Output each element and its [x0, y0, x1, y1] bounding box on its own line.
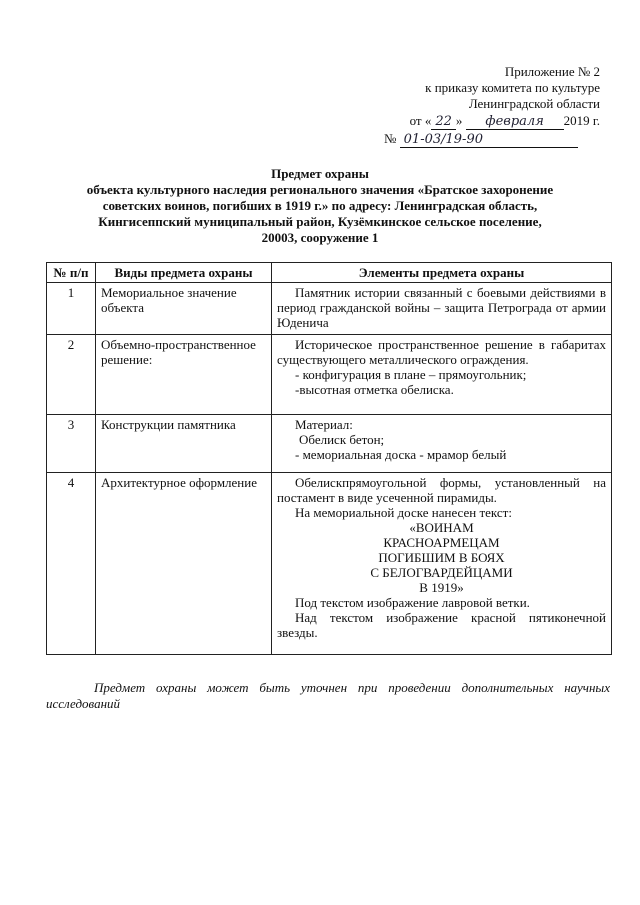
title-line-2: объекта культурного наследия регионального значения «Братское захоронение	[86, 182, 554, 197]
element-line: Историческое пространственное решение в габаритах существующего металлического ограждения.	[277, 337, 606, 367]
row-type: Конструкции памятника	[96, 415, 272, 473]
plaque-line: В 1919»	[419, 580, 464, 595]
element-line: Обелискпрямоугольной формы, установленный на постамент в виде усеченной пирамиды.	[277, 475, 606, 505]
number-prefix: №	[384, 131, 397, 146]
plaque-line: ПОГИБШИМ В БОЯХ	[378, 550, 505, 565]
row-type: Мемориальное значение объекта	[96, 283, 272, 335]
date-prefix: от «	[409, 113, 432, 128]
header-num: № п/п	[47, 263, 96, 283]
row-elements	[272, 335, 612, 415]
plaque-line: «ВОИНАМ	[409, 520, 474, 535]
row-elements	[272, 473, 612, 655]
row-num: 2	[47, 335, 96, 415]
row-type: Объемно-пространственное решение:	[96, 335, 272, 415]
row-num: 1	[47, 283, 96, 335]
element-line: -высотная отметка обелиска.	[295, 382, 454, 397]
row-elements	[272, 415, 612, 473]
annex-title: Приложение № 2	[504, 64, 600, 79]
element-line: Материал:	[295, 417, 353, 432]
table-header-row	[47, 263, 612, 283]
element-line: Под текстом изображение лавровой ветки.	[295, 595, 530, 610]
row-type: Архитектурное оформление	[96, 473, 272, 655]
number-value: 01-03/19-90	[400, 133, 578, 148]
table-row	[47, 335, 612, 415]
table-row	[47, 415, 612, 473]
plaque-text	[277, 520, 606, 595]
header-type: Виды предмета охраны	[96, 263, 272, 283]
row-num: 3	[47, 415, 96, 473]
row-num: 4	[47, 473, 96, 655]
annex-date	[300, 113, 600, 130]
date-day: 22	[431, 115, 456, 130]
date-month: февраля	[466, 115, 564, 130]
element-line: Обелиск бетон;	[299, 432, 385, 447]
date-mid: »	[455, 113, 463, 128]
table-row	[47, 473, 612, 655]
element-line: - мемориальная доска - мрамор белый	[295, 447, 507, 462]
protection-table	[46, 262, 612, 655]
date-suffix: 2019 г.	[563, 113, 600, 128]
element-line: Над текстом изображение красной пятиконечной звезды.	[277, 610, 606, 640]
plaque-line: КРАСНОАРМЕЦАМ	[383, 535, 500, 550]
row-elements	[272, 283, 612, 335]
element-line: На мемориальной доске нанесен текст:	[295, 505, 512, 520]
table-row	[47, 283, 612, 335]
title-line-1: Предмет охраны	[271, 166, 369, 181]
element-line: - конфигурация в плане – прямоугольник;	[295, 367, 527, 382]
footnote: Предмет охраны может быть уточнен при проведении дополнительных научных исследований	[46, 680, 610, 711]
annex-region: Ленинградской области	[468, 96, 600, 111]
header-elements: Элементы предмета охраны	[272, 263, 612, 283]
plaque-line: С БЕЛОГВАРДЕЙЦАМИ	[370, 565, 513, 580]
title-line-4: Кингисеппский муниципальный район, Кузёмкинское сельское поселение,	[98, 214, 542, 229]
title-line-5: 20003, сооружение 1	[261, 230, 379, 245]
annex-number	[300, 131, 600, 148]
document-title	[40, 166, 600, 246]
title-line-3: советских воинов, погибших в 1919 г.» по адресу: Ленинградская область,	[102, 198, 538, 213]
annex-order: к приказу комитета по культуре	[425, 80, 600, 95]
element-line: Памятник истории связанный с боевыми действиями в период гражданской войны – защита Петрограда от армии Юденича	[277, 285, 606, 330]
annex-block	[300, 64, 600, 148]
